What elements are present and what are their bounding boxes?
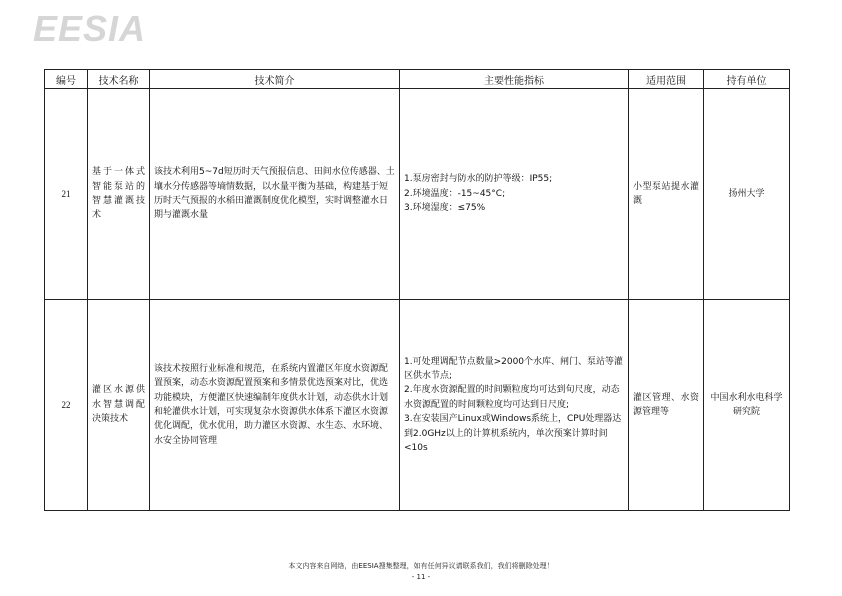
header-scope: 适用范围 <box>629 70 704 89</box>
row-owner: 扬州大学 <box>704 89 790 300</box>
row-scope: 灌区管理、水资源管理等 <box>629 300 704 511</box>
row-tech-intro: 该技术利用5~7d短历时天气预报信息、田间水位传感器、土壤水分传感器等墒情数据，以水量平衡为基础，构建基于短历时天气预报的水稻田灌溉制度优化模型，实时调整灌水日期与灌溉水量 <box>150 89 400 300</box>
table-row <box>45 300 790 511</box>
header-tech-intro: 技术简介 <box>150 70 400 89</box>
row-performance <box>400 89 629 300</box>
spec-line: 1.泵房密封与防水的防护等级：IP55; <box>404 174 553 185</box>
row-owner: 中国水利水电科学研究院 <box>704 300 790 511</box>
eesia-logo: EESIA <box>33 8 147 49</box>
header-owner: 持有单位 <box>704 70 790 89</box>
technology-table <box>44 69 790 511</box>
row-performance <box>400 300 629 511</box>
row-number: 22 <box>45 300 88 511</box>
spec-line: 2.环境温度：-15~45°C; <box>404 188 506 199</box>
header-tech-name: 技术名称 <box>88 70 150 89</box>
row-tech-intro: 该技术按照行业标准和规范，在系统内置灌区年度水资源配置预案，动态水资源配置预案和多情景优选预案对比，优选功能模块，方便灌区快速编制年度供水计划，动态供水计划和轮灌供水计划，可实现复杂水资源供水体系下灌区水资源优化调配，优水优用，助力灌区水资源、水生态、水环境、水安全协同管理 <box>150 300 400 511</box>
header-number: 编号 <box>45 70 88 89</box>
spec-line: 2.年度水资源配置的时间颗粒度均可达到旬尺度，动态水资源配置的时间颗粒度均可达到日尺度; <box>404 385 620 410</box>
row-tech-name: 基于一体式智能泵站的智慧灌溉技术 <box>88 89 150 300</box>
table-row <box>45 89 790 300</box>
spec-line: 1.可处理调配节点数量>2000个水库、闸门、泵站等灌区供水节点; <box>404 356 624 382</box>
row-tech-name: 灌区水源供水智慧调配决策技术 <box>88 300 150 511</box>
header-performance: 主要性能指标 <box>400 70 629 89</box>
row-number: 21 <box>45 89 88 300</box>
spec-line: 3.环境湿度：≤75% <box>404 203 486 214</box>
row-scope: 小型泵站提水灌溉 <box>629 89 704 300</box>
footer-disclaimer: 本文内容来自网络，由EESIA搜集整理，如有任何异议请联系我们，我们将删除处理！ <box>288 562 554 570</box>
table-header-row <box>45 70 790 89</box>
spec-line: 3.在安装国产Linux或Windows系统上，CPU处理器达到2.0GHz以上的计算机系统内，单次预案计算时间<10s <box>404 414 622 453</box>
page-number: - 11 - <box>411 573 431 581</box>
